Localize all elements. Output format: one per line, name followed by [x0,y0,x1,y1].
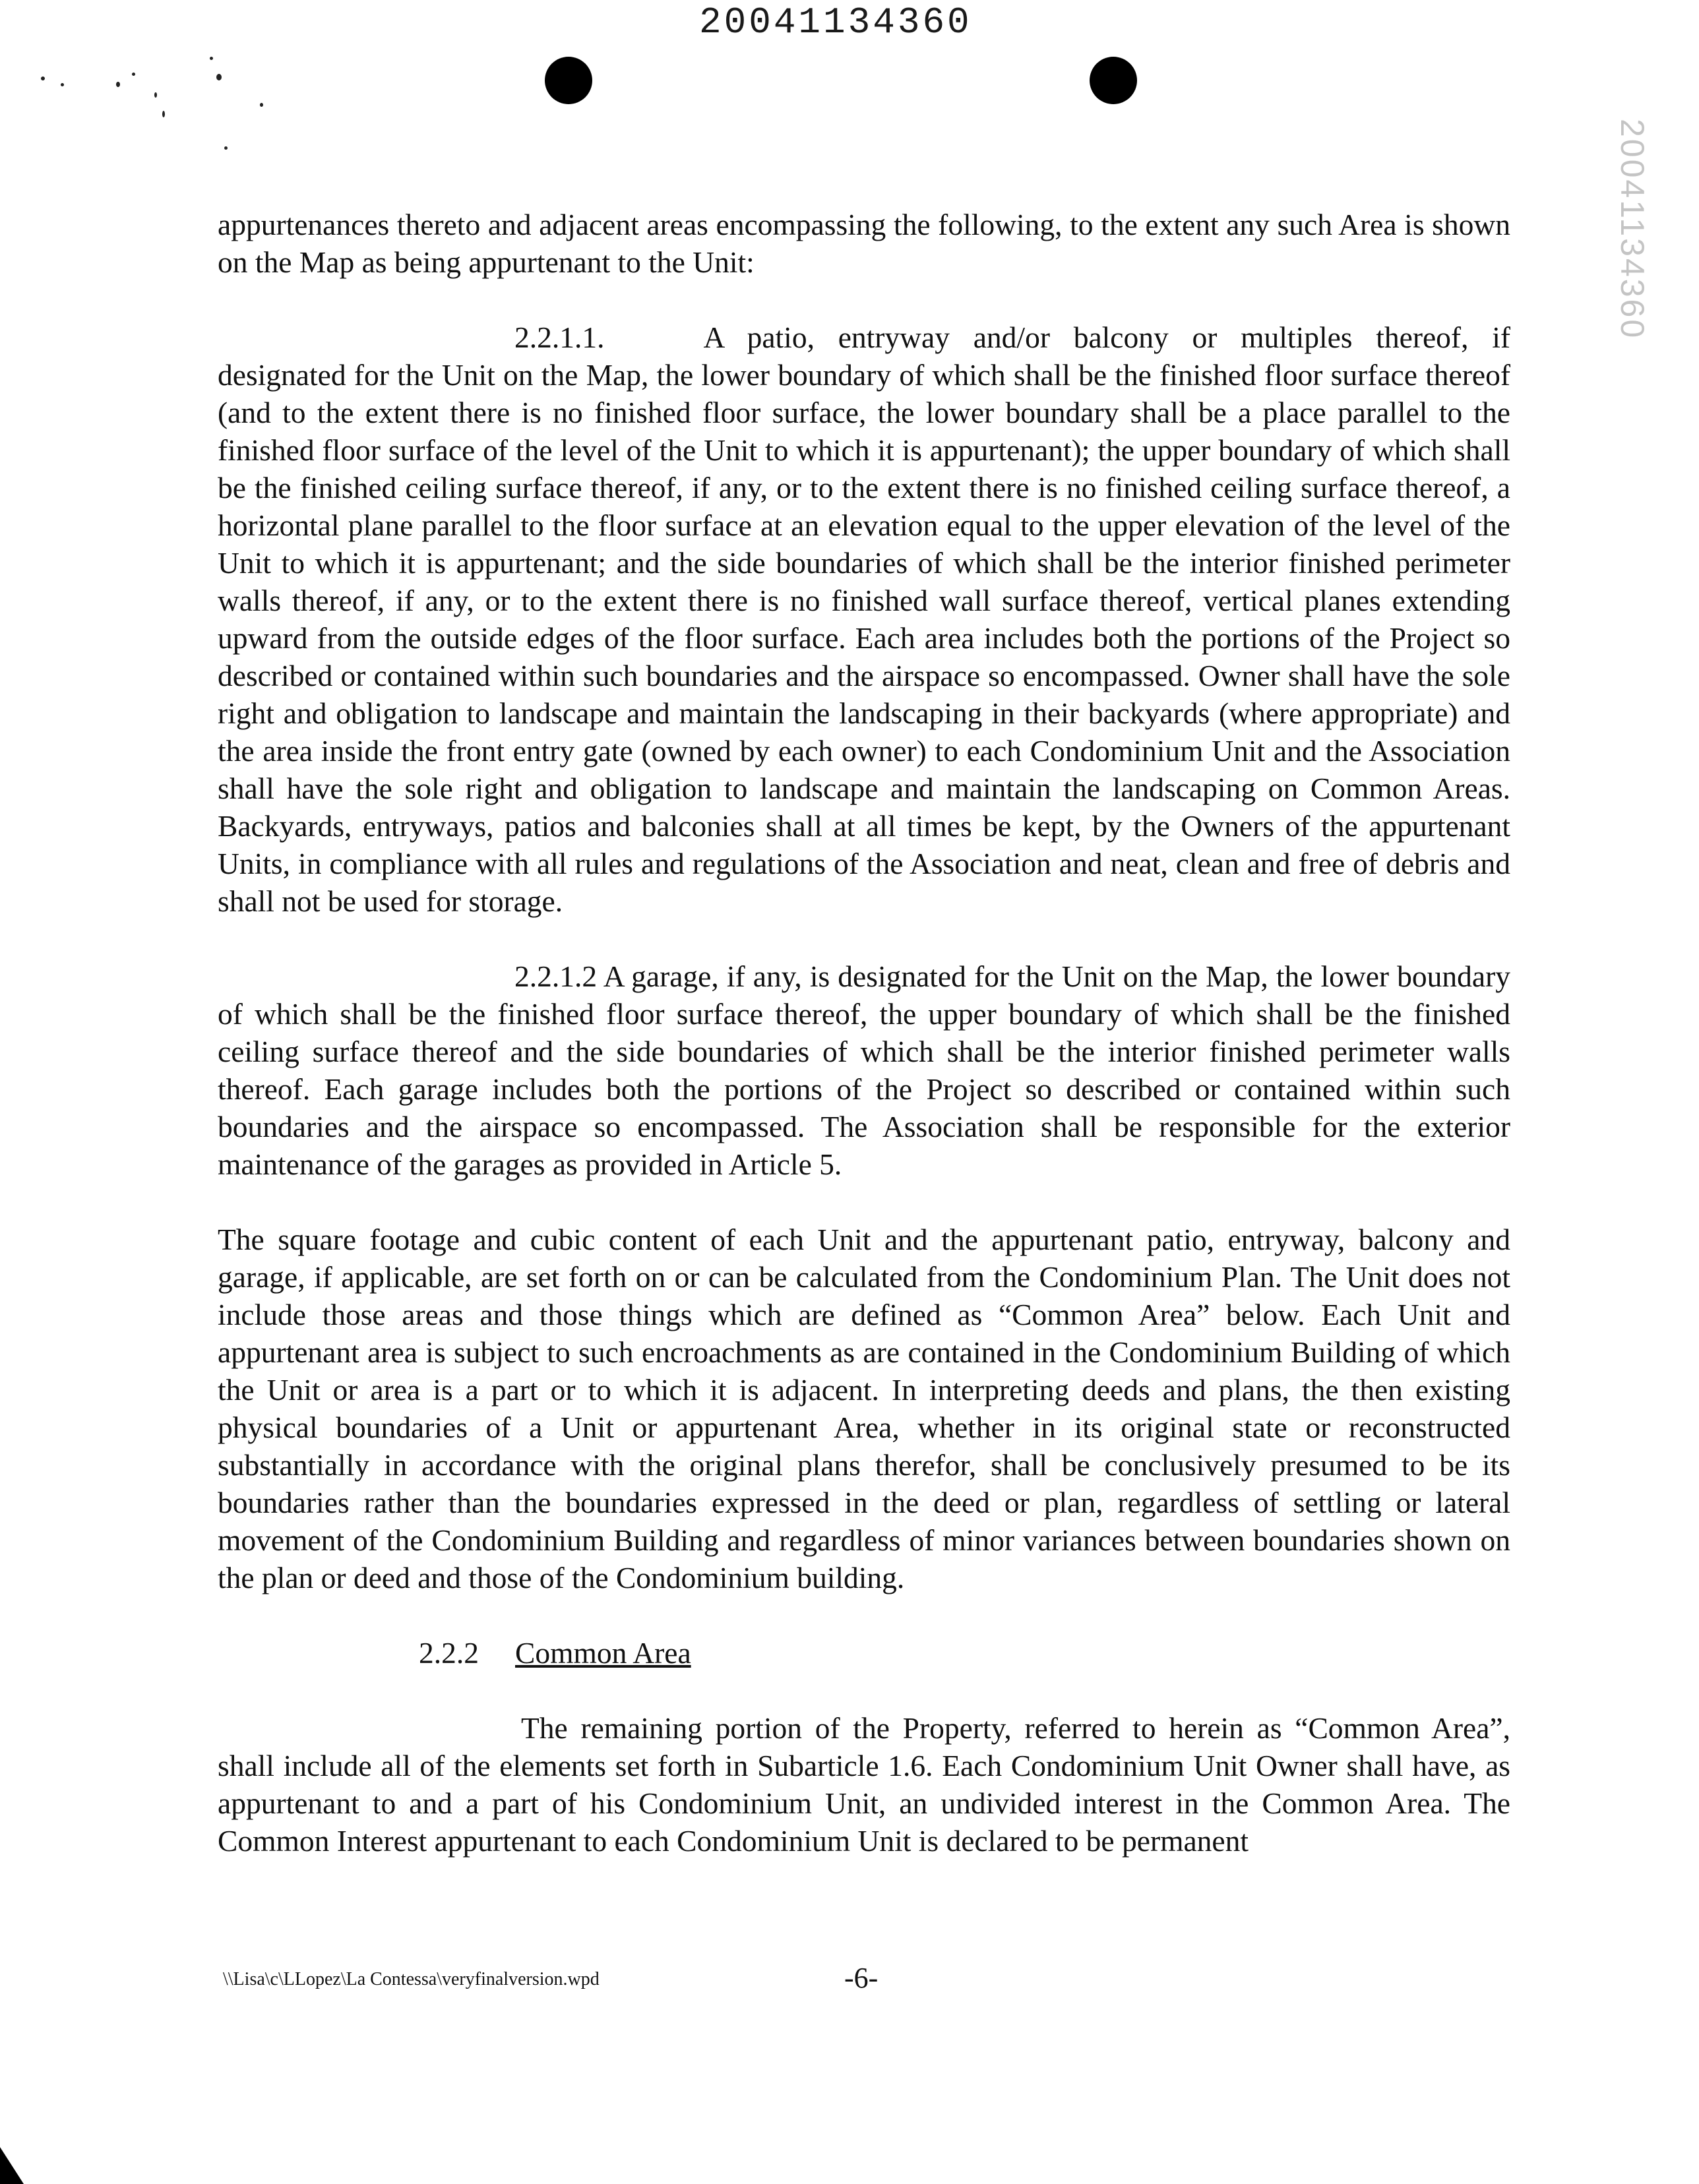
section-title-common-area: Common Area [515,1636,691,1670]
footer-file-path: \\Lisa\c\LLopez\La Contessa\veryfinalversion.wpd [223,1969,600,1989]
scan-speck [216,74,222,80]
scan-speck [210,57,213,60]
scan-speck [132,73,135,76]
scan-speck [162,111,165,117]
side-stamp-text: 20041134360 [1614,119,1651,340]
intro-paragraph: appurtenances thereto and adjacent areas encompassing the following, to the extent any such Area is shown on the Map as being appurtenant to the Unit: [218,208,1510,279]
section-number-2-2-1-1: 2.2.1.1. [514,320,605,354]
scan-speck [224,146,228,150]
section-heading-2-2-2 [218,1634,1510,1672]
scan-speck [154,92,157,98]
scan-speck [61,83,64,86]
scan-speck [260,103,263,107]
paragraph-2-2-1-1 [218,318,1510,920]
scan-edge-mark [0,2147,24,2184]
side-stamp [1609,119,1655,343]
section-number-2-2-2: 2.2.2 [419,1636,479,1670]
section-number-2-2-1-2: 2.2.1.2 [514,959,598,993]
section-text-2-2-1-2: A garage, if any, is designated for the Unit on the Map, the lower boundary of which shall be the finished floor surface thereof, the upper boundary of which shall be the finished ceiling surface thereof and the side boundaries of which shall be the interior finished perimeter walls thereof. Each garage includes both the portions of the Project so described or contained within such boundaries and the airspace so encompassed. The Association shall be responsible for the exterior maintenance of the garages as provided in Article 5. [218,959,1510,1181]
punch-hole-left [545,57,592,104]
page-number: -6- [844,1962,879,1994]
scan-speck [41,76,45,80]
punch-hole-right [1090,57,1137,104]
scan-speck [116,82,120,87]
common-area-paragraph: The remaining portion of the Property, referred to herein as “Common Area”, shall include all of the elements set forth in Subarticle 1.6. Each Condominium Unit Owner shall have, as appurtenant to and a part of his Condominium Unit, an undivided interest in the Common Area. The Common Interest appurtenant to each Condominium Unit is declared to be permanent [218,1711,1510,1858]
document-body [218,206,1510,1860]
section-text-2-2-1-1: A patio, entryway and/or balcony or multiples thereof, if designated for the Unit on the Map, the lower boundary of which shall be the finished floor surface thereof (and to the extent there is no finished floor surface, the lower boundary shall be a place parallel to the finished floor surface of the level of the Unit to which it is appurtenant); the upper boundary of which shall be the finished ceiling surface thereof, if any, or to the extent there is no finished ceiling surface thereof, a horizontal plane parallel to the floor surface at an elevation equal to the upper elevation of the level of the Unit to which it is appurtenant; and the side boundaries of which shall be the interior finished perimeter walls thereof, if any, or to the extent there is no finished wall surface thereof, vertical planes extending upward from the outside edges of the floor surface. Each area includes both the portions of the Project so described or contained within such boundaries and the airspace so encompassed. Owner shall have the sole right and obligation to landscape and maintain the landscaping in their backyards (where appropriate) and the area inside the front entry gate (owned by each owner) to each Condominium Unit and the Association shall have the sole right and obligation to landscape and maintain the landscaping on Common Areas. Backyards, entryways, patios and balconies shall at all times be kept, by the Owners of the appurtenant Units, in compliance with all rules and regulations of the Association and neat, clean and free of debris and shall not be used for storage. [218,320,1510,918]
square-footage-paragraph: The square footage and cubic content of each Unit and the appurtenant patio, entryway, balcony and garage, if applicable, are set forth on or can be calculated from the Condominium Plan. The Unit does not include those areas and those things which are defined as “Common Area” below. Each Unit and appurtenant area is subject to such encroachments as are contained in the Condominium Building of which the Unit or area is a part or to which it is adjacent. In interpreting deeds and plans, the then existing physical boundaries of a Unit or appurtenant Area, whether in its original state or reconstructed substantially in accordance with the original plans therefor, shall be conclusively presumed to be its boundaries rather than the boundaries expressed in the deed or plan, regardless of settling or lateral movement of the Condominium Building and regardless of minor variances between boundaries shown on the plan or deed and those of the Condominium building. [218,1223,1510,1594]
document-number: 20041134360 [699,1,972,44]
paragraph-2-2-1-2 [218,957,1510,1183]
